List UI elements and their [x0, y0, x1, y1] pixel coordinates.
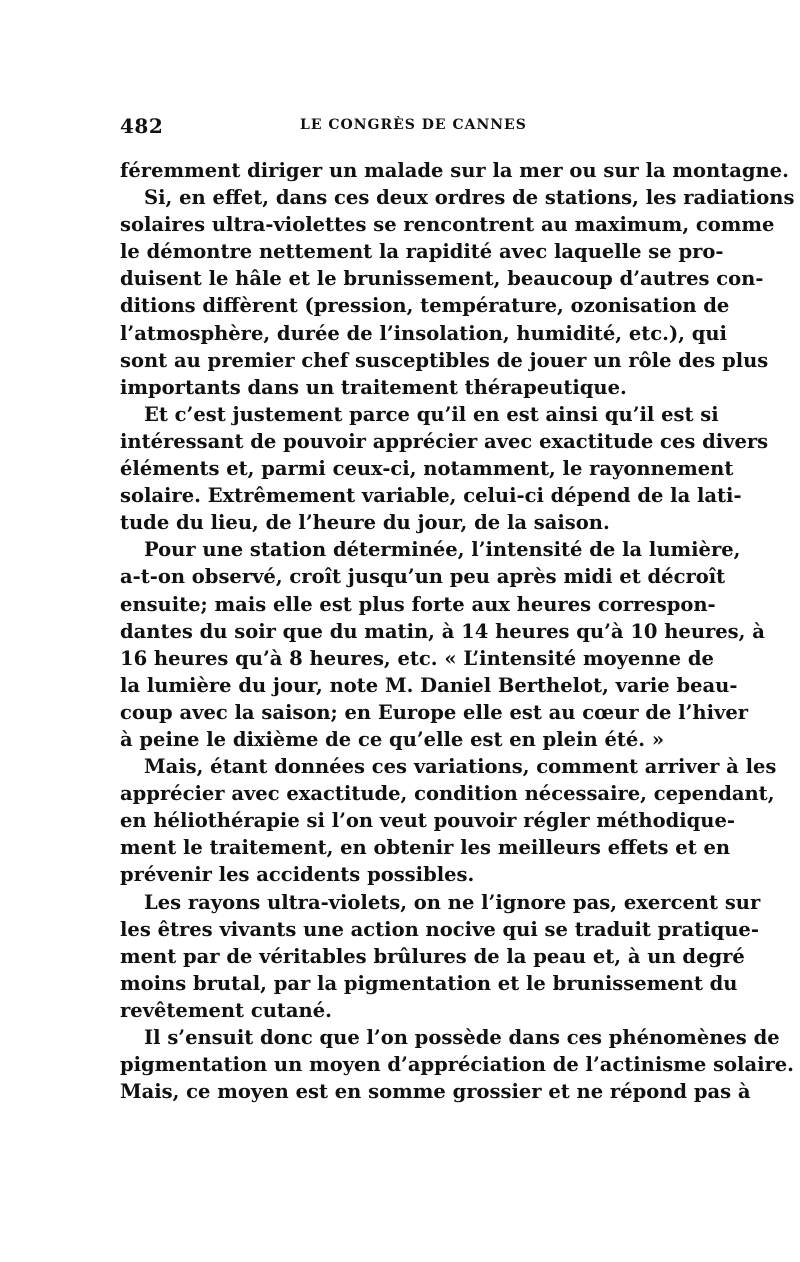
- text-line: 16 heures qu’à 8 heures, etc. « L’intensité moyenne de: [120, 646, 714, 670]
- text-line: féremment diriger un malade sur la mer ou sur la montagne.: [120, 159, 789, 182]
- text-line: les êtres vivants une action nocive qui se traduit pratique-: [120, 917, 759, 941]
- text-line: solaires ultra-violettes se rencontrent au maximum, comme: [120, 213, 775, 237]
- text-line: tude du lieu, de l’heure du jour, de la saison.: [120, 511, 610, 535]
- text-line: éléments et, parmi ceux-ci, notamment, le rayonnement: [120, 457, 734, 481]
- text-line: Il s’ensuit donc que l’on possède dans ces phénomènes de: [144, 1026, 780, 1049]
- text-line: ensuite; mais elle est plus forte aux heures correspon-: [120, 592, 716, 616]
- text-line: dantes du soir que du matin, à 14 heures qu’à 10 heures, à: [120, 619, 765, 643]
- running-title: LE CONGRÈS DE CANNES: [300, 117, 527, 133]
- text-line: revêtement cutané.: [120, 998, 332, 1022]
- text-line: Mais, étant données ces variations, comment arriver à les: [144, 755, 777, 779]
- text-line: importants dans un traitement thérapeutique.: [120, 375, 627, 399]
- text-line: en héliothérapie si l’on veut pouvoir régler méthodique-: [120, 809, 735, 833]
- text-line: Si, en effet, dans ces deux ordres de stations, les radiations: [144, 186, 795, 210]
- text-line: ment par de véritables brûlures de la peau et, à un degré: [120, 944, 745, 968]
- running-head: [120, 114, 680, 144]
- text-line: l’atmosphère, durée de l’insolation, humidité, etc.), qui: [120, 321, 727, 345]
- text-line: moins brutal, par la pigmentation et le brunissement du: [120, 971, 738, 995]
- text-line: a-t-on observé, croît jusqu’un peu après midi et décroît: [120, 565, 726, 589]
- text-line: apprécier avec exactitude, condition nécessaire, cependant,: [120, 782, 775, 806]
- text-line: à peine le dixième de ce qu’elle est en plein été. »: [120, 727, 665, 751]
- text-line: sont au premier chef susceptibles de jouer un rôle des plus: [120, 348, 769, 372]
- text-line: pigmentation un moyen d’appréciation de l’actinisme solaire.: [120, 1053, 794, 1077]
- text-line: ment le traitement, en obtenir les meilleurs effets et en: [120, 836, 731, 860]
- text-line: solaire. Extrêmement variable, celui-ci dépend de la lati-: [120, 484, 742, 508]
- text-line: prévenir les accidents possibles.: [120, 863, 475, 887]
- text-line: Mais, ce moyen est en somme grossier et ne répond pas à: [120, 1080, 751, 1104]
- text-line: duisent le hâle et le brunissement, beaucoup d’autres con-: [120, 267, 764, 291]
- text-line: Les rayons ultra-violets, on ne l’ignore pas, exercent sur: [144, 890, 761, 914]
- body-text: [120, 157, 795, 1105]
- text-line: Pour une station déterminée, l’intensité de la lumière,: [144, 538, 741, 562]
- text-line: Et c’est justement parce qu’il en est ainsi qu’il est si: [144, 402, 719, 426]
- text-line: le démontre nettement la rapidité avec laquelle se pro-: [120, 240, 724, 264]
- text-line: coup avec la saison; en Europe elle est au cœur de l’hiver: [120, 700, 749, 724]
- text-line: la lumière du jour, note M. Daniel Berthelot, varie beau-: [120, 673, 738, 697]
- page-number: 482: [120, 114, 164, 138]
- text-line: ditions diffèrent (pression, température, ozonisation de: [120, 294, 730, 318]
- text-line: intéressant de pouvoir apprécier avec exactitude ces divers: [120, 429, 769, 453]
